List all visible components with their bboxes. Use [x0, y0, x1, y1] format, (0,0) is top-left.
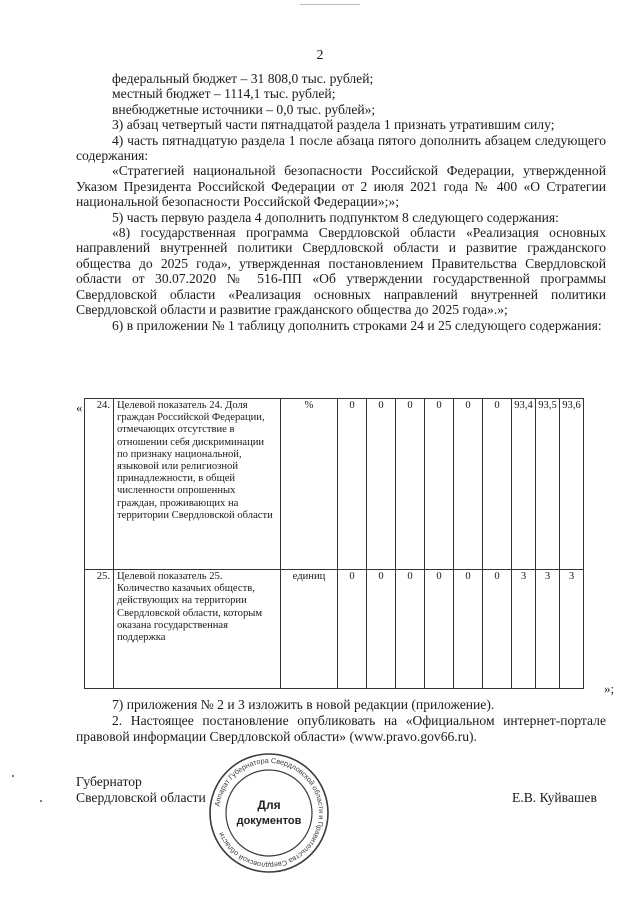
stamp-ring-text: Аппарат Губернатора Свердловской области и Правительства Свердловской области — [212, 755, 327, 871]
table-quote-open: « — [76, 400, 83, 415]
value-cell: 0 — [396, 570, 425, 689]
value-cell: 0 — [483, 570, 512, 689]
official-stamp — [208, 752, 330, 874]
paragraph: 3) абзац четвертый части пятнадцатой раздела 1 признать утратившим силу; — [112, 117, 555, 133]
value-cell: 3 — [512, 570, 536, 689]
table-row — [85, 399, 584, 570]
scan-speck — [12, 775, 14, 777]
value-cell: 0 — [483, 399, 512, 570]
value-cell: 0 — [425, 399, 454, 570]
stamp-center-line2: документов — [236, 815, 302, 827]
value-cell: 0 — [454, 399, 483, 570]
paragraph: 5) часть первую раздела 4 дополнить подпунктом 8 следующего содержания: — [112, 209, 559, 225]
paragraph: федеральный бюджет – 31 808,0 тыс. рублей; — [112, 71, 374, 86]
unit-cell: единиц — [281, 570, 338, 689]
signature-title-line2: Свердловской области — [76, 790, 206, 805]
table-row — [85, 570, 584, 689]
value-cell: 0 — [367, 570, 396, 689]
paragraph: «8) государственная программа Свердловской области «Реализация основных направлений внутренней политики Свердловской области и развитие гражданского общества до 2025 года», утвержденная постановлением Правительства Свердловской области от 30.07.2020 № 516-ПП «Об утверждении государственной программы Свердловской области «Реализация основных направлений внутренней политики Свердловской области и развитие гражданского общества до 2025 года».»; — [76, 225, 606, 318]
unit-cell: % — [281, 399, 338, 570]
paragraph: 6) в приложении № 1 таблицу дополнить строками 24 и 25 следующего содержания: — [112, 317, 602, 333]
body-text — [76, 71, 606, 333]
stamp-center-line1: Для — [257, 798, 281, 812]
paragraph: «Стратегией национальной безопасности Российской Федерации, утвержденной Указом Президента Российской Федерации от 2 июля 2021 года № 400 «О Стратегии национальной безопасности Российской Федерации»;»; — [76, 163, 606, 210]
closing-text — [76, 697, 606, 745]
table-quote-close: »; — [604, 681, 615, 696]
value-cell: 0 — [454, 570, 483, 689]
paragraph: местный бюджет – 1114,1 тыс. рублей; — [112, 86, 336, 102]
value-cell: 3 — [536, 570, 560, 689]
paragraph: 2. Настоящее постановление опубликовать на «Официальном интернет-портале правовой информации Свердловской области» (www.pravo.gov66.ru). — [76, 713, 606, 744]
signature-name: Е.В. Куйвашев — [512, 790, 597, 805]
paragraph: 4) часть пятнадцатую раздела 1 после абзаца пятого дополнить абзацем следующего содержания: — [76, 132, 606, 164]
scan-speck — [40, 800, 42, 802]
value-cell: 0 — [396, 399, 425, 570]
value-cell: 93,4 — [512, 399, 536, 570]
signature-title-line1: Губернатор — [76, 774, 142, 789]
value-cell: 0 — [367, 399, 396, 570]
indicator-description-cell: Целевой показатель 24. Доля граждан Российской Федерации, отмечающих отсутствие в отношении себя дискриминации по признаку национальной, языковой или религиозной принадлежности, в общей численности опрошенных граждан, проживающих на территории Свердловской области — [114, 399, 281, 570]
value-cell: 0 — [338, 399, 367, 570]
page-number: 2 — [316, 48, 324, 63]
value-cell: 93,6 — [560, 399, 584, 570]
value-cell: 93,5 — [536, 399, 560, 570]
value-cell: 3 — [560, 570, 584, 689]
indicator-description-cell: Целевой показатель 25. Количество казачьих обществ, действующих на территории Свердловской области, которым оказана государственная поддержка — [114, 570, 281, 689]
value-cell: 0 — [425, 570, 454, 689]
paragraph: 7) приложения № 2 и 3 изложить в новой редакции (приложение). — [112, 697, 495, 712]
indicators-table — [84, 398, 584, 689]
row-number-cell: 24. — [85, 399, 114, 570]
scan-edge-mark — [300, 4, 360, 5]
signature-title — [76, 774, 206, 806]
paragraph: внебюджетные источники – 0,0 тыс. рублей»; — [112, 101, 376, 117]
row-number-cell: 25. — [85, 570, 114, 689]
value-cell: 0 — [338, 570, 367, 689]
